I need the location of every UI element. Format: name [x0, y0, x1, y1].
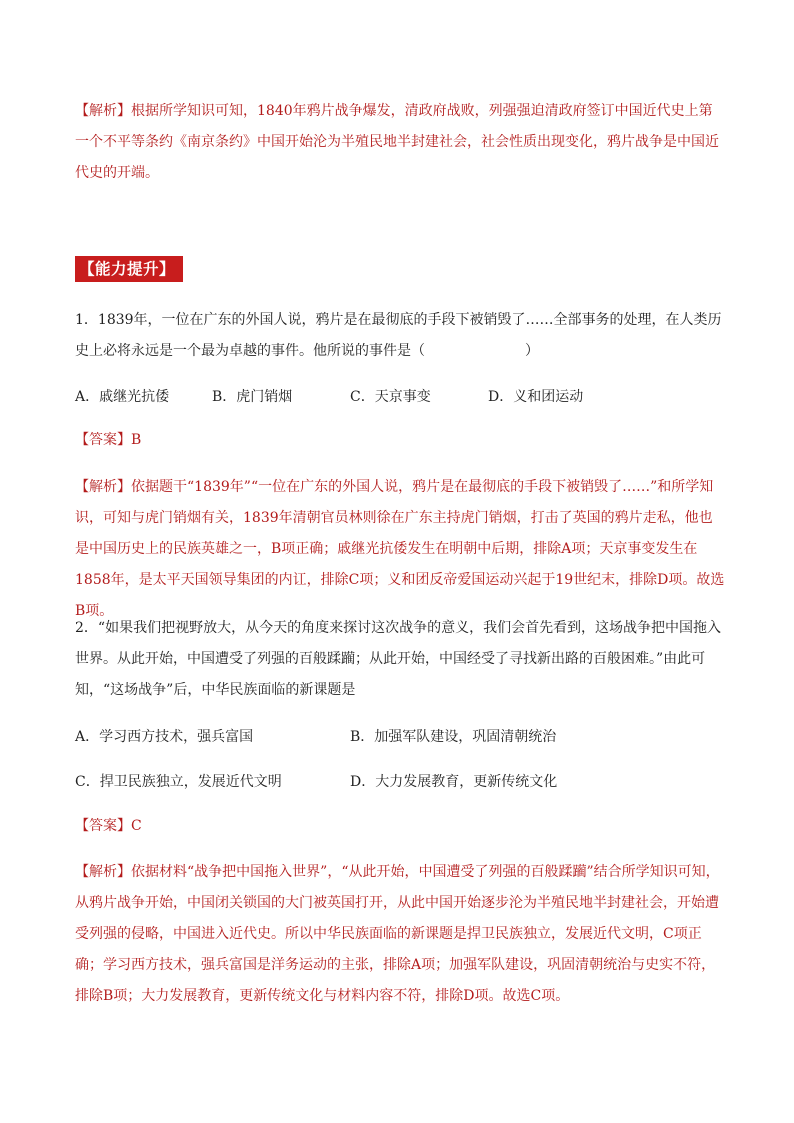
option-b: B．虎门销烟	[212, 389, 293, 405]
analysis-tag: 【解析】	[75, 103, 131, 119]
section-badge: 【能力提升】	[75, 256, 183, 282]
option-c: C．天京事变	[350, 389, 431, 405]
option-c: C．捍卫民族独立，发展近代文明	[75, 774, 282, 790]
analysis-text: 根据所学知识可知，1840年鸦片战争爆发，清政府战败，列强强迫清政府签订中国近代史上第一个不平等条约《南京条约》中国开始沦为半殖民地半封建社会，社会性质出现变化，鸦片战争是中国近代史的开端。	[75, 103, 719, 181]
answer-letter: B	[131, 432, 142, 448]
question-1-stem: 1．1839年，一位在广东的外国人说，鸦片是在最彻底的手段下被销毁了……全部事务的处理，在人类历史上必将永远是一个最为卓越的事件。他所说的事件是（ ）	[75, 312, 722, 359]
question-2-analysis: 【解析】依据材料“战争把中国拖入世界”，“从此开始，中国遭受了列强的百般蹂躏”结合所学知识可知，从鸦片战争开始，中国闭关锁国的大门被英国打开，从此中国开始逐步沦为半殖民地半封建社会，开始遭受列强的侵略，中国进入近代史。所以中华民族面临的新课题是捍卫民族独立，发展近代文明，C项正确；学习西方技术，强兵富国是洋务运动的主张，排除A项；加强军队建设，巩固清朝统治与史实不符，排除B项；大力发展教育，更新传统文化与材料内容不符，排除D项。故选C项。	[75, 864, 720, 1004]
question-1-analysis: 【解析】依据题干“1839年”“一位在广东的外国人说，鸦片是在最彻底的手段下被销毁了……”和所学知识，可知与虎门销烟有关，1839年清朝官员林则徐在广东主持虎门销烟，打击了英国的鸦片走私，他也是中国历史上的民族英雄之一，B项正确；戚继光抗倭发生在明朝中后期，排除A项；天京事变发生在1858年，是太平天国领导集团的内讧，排除C项；义和团反帝爱国运动兴起于19世纪末，排除D项。故选B项。	[75, 479, 725, 619]
question-2-stem: 2．“如果我们把视野放大，从今天的角度来探讨这次战争的意义，我们会首先看到，这场战争把中国拖入世界。从此开始，中国遭受了列强的百般蹂躏；从此开始，中国经受了寻找新出路的百般困难。”由此可知，“这场战争”后，中华民族面临的新课题是	[75, 620, 722, 698]
option-d: D．大力发展教育，更新传统文化	[350, 774, 558, 790]
question-2-answer: 【答案】C	[75, 818, 142, 834]
question-1-options	[75, 385, 725, 409]
question-2-options-row2	[75, 770, 725, 794]
option-a: A．学习西方技术，强兵富国	[75, 729, 254, 745]
option-a: A．戚继光抗倭	[75, 389, 170, 405]
answer-letter: C	[131, 818, 142, 834]
analysis-paragraph-intro	[75, 96, 725, 189]
option-d: D．义和团运动	[488, 389, 584, 405]
question-2-options-row1	[75, 725, 725, 749]
section-heading	[75, 256, 183, 282]
option-b: B．加强军队建设，巩固清朝统治	[350, 729, 557, 745]
question-1-answer: 【答案】B	[75, 432, 142, 448]
